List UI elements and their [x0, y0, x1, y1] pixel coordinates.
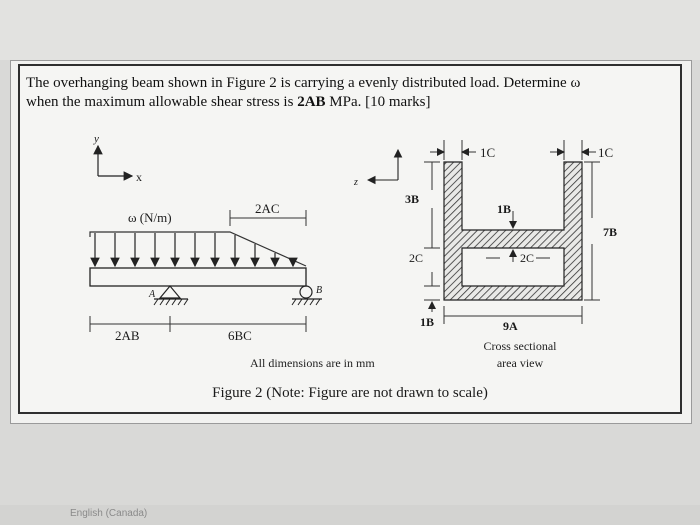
axis-z-label: z [354, 177, 358, 188]
dim-2c-right-label: 2C [520, 251, 535, 265]
figure-caption: Figure 2 (Note: Figure are not drawn to scale) [212, 385, 488, 401]
axis-y-label: y [94, 133, 99, 145]
dim-9a-label: 9A [503, 319, 518, 333]
dim-2c-left-label: 2C [409, 251, 424, 265]
support-a-pin [148, 286, 188, 305]
u-channel-section [444, 162, 582, 300]
dim-1b-bottom-label: 1B [420, 315, 435, 329]
units-note: All dimensions are in mm [250, 356, 375, 370]
dim-3b-label: 3B [405, 192, 420, 206]
dim-top-right-label: 1C [598, 145, 614, 160]
beam-axes [93, 133, 142, 184]
section-axes [353, 150, 398, 188]
question-line-2: when the maximum allowable shear stress is 2AB MPa. [10 marks] [26, 94, 431, 110]
support-b-roller [292, 285, 322, 305]
question-line-1: The overhanging beam shown in Figure 2 is carrying a evenly distributed load. Determine ω [26, 75, 581, 91]
dim-7b-label: 7B [603, 225, 618, 239]
beam-body [90, 268, 306, 286]
support-b-label: B [316, 285, 323, 296]
dim-overhang-label: 2AB [115, 328, 140, 343]
distributed-load [90, 232, 306, 266]
shear-stress-value: 2AB [297, 94, 326, 110]
language-indicator[interactable]: English (Canada) [70, 508, 148, 519]
axis-x-label: x [136, 170, 142, 184]
load-label: ω (N/m) [128, 210, 172, 225]
dim-span-label: 6BC [228, 328, 252, 343]
dim-taper-label: 2AC [255, 201, 280, 216]
cross-section-caption: Cross sectional area view [483, 339, 557, 370]
support-a-label: A [149, 289, 156, 300]
dim-top-left-label: 1C [480, 145, 496, 160]
dim-1b-top-label: 1B [497, 202, 512, 216]
